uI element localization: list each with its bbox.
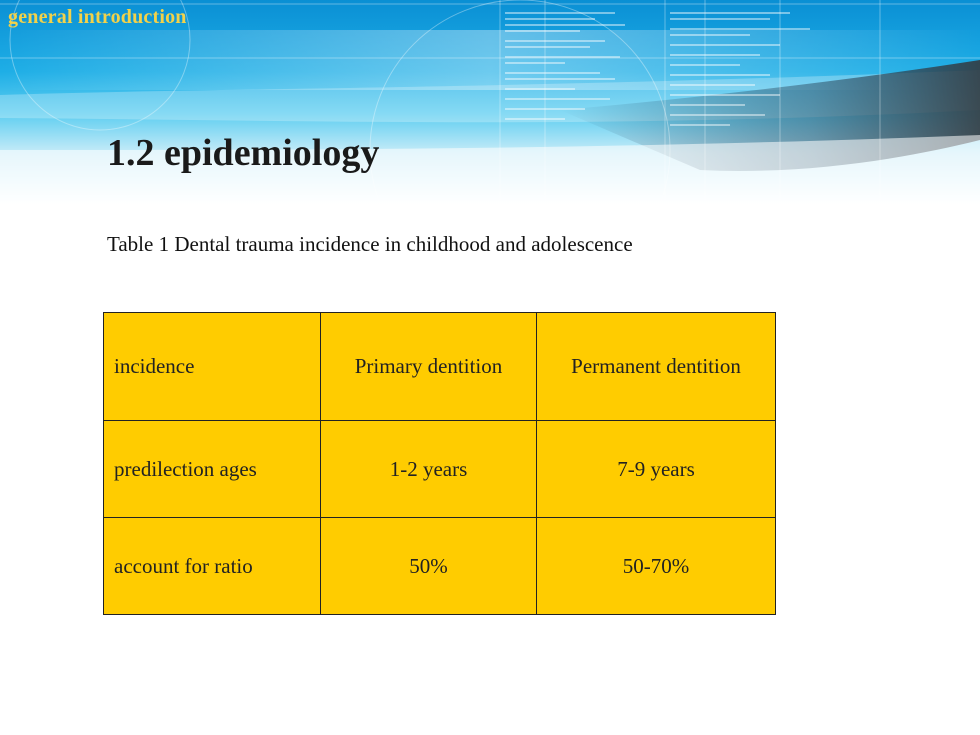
table-cell: Permanent dentition: [537, 313, 776, 421]
table-row: [104, 421, 776, 518]
incidence-table: [103, 312, 776, 615]
table-cell: predilection ages: [104, 421, 321, 518]
page-title: 1.2 epidemiology: [107, 132, 380, 174]
table-cell: 50%: [321, 518, 537, 615]
table-row: [104, 518, 776, 615]
table-cell: 1-2 years: [321, 421, 537, 518]
table-row: [104, 313, 776, 421]
table-cell: incidence: [104, 313, 321, 421]
table-cell: 7-9 years: [537, 421, 776, 518]
table-cell: 50-70%: [537, 518, 776, 615]
table-cell: account for ratio: [104, 518, 321, 615]
section-label: general introduction: [8, 6, 187, 28]
table-caption: Table 1 Dental trauma incidence in childhood and adolescence: [107, 232, 633, 256]
table-cell: Primary dentition: [321, 313, 537, 421]
